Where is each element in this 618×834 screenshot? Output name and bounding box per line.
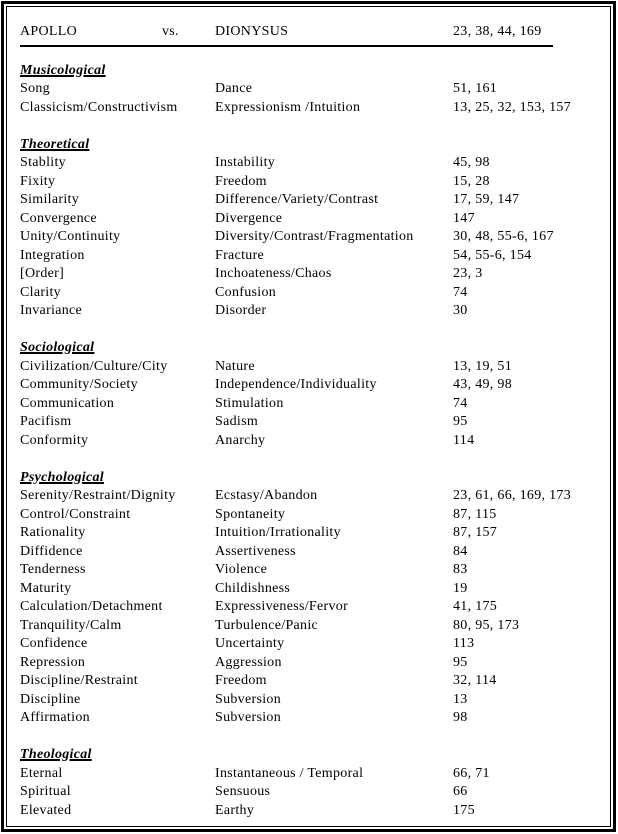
apollo-term: Serenity/Restraint/Dignity bbox=[20, 488, 176, 503]
table-row bbox=[20, 691, 600, 710]
section-title: Theoretical bbox=[20, 136, 90, 152]
page-refs: 175 bbox=[453, 802, 475, 818]
header-page-refs: 23, 38, 44, 169 bbox=[453, 24, 542, 39]
apollo-term: Discipline/Restraint bbox=[20, 673, 138, 688]
apollo-term: Classicism/Constructivism bbox=[20, 99, 178, 115]
section-musicological bbox=[20, 62, 600, 118]
apollo-term: Convergence bbox=[20, 210, 97, 226]
section-title: Sociological bbox=[20, 340, 95, 355]
dionysus-term: Intuition/Irrationality bbox=[215, 525, 341, 540]
apollo-term: [Order] bbox=[20, 266, 65, 281]
apollo-term: Confidence bbox=[20, 636, 88, 651]
page-refs: 32, 114 bbox=[453, 673, 497, 688]
page-refs: 66, 71 bbox=[453, 765, 490, 781]
dionysus-term: Freedom bbox=[215, 673, 267, 688]
dionysus-term: Instability bbox=[215, 155, 276, 170]
table-row bbox=[20, 284, 600, 303]
page-refs: 95 bbox=[453, 654, 468, 670]
page-refs: 87, 157 bbox=[453, 525, 498, 540]
dionysus-term: Freedom bbox=[215, 173, 267, 189]
document-content bbox=[7, 7, 610, 820]
page-refs: 98 bbox=[453, 710, 468, 725]
section-sociological bbox=[20, 339, 600, 450]
table-row bbox=[20, 783, 600, 802]
apollo-term: Integration bbox=[20, 247, 85, 263]
apollo-term: Rationality bbox=[20, 525, 86, 540]
table-row bbox=[20, 487, 600, 506]
page-refs: 74 bbox=[453, 395, 468, 411]
table-row bbox=[20, 672, 600, 691]
dionysus-term: Uncertainty bbox=[215, 636, 285, 651]
page-refs: 66 bbox=[453, 784, 468, 799]
dionysus-term: Ecstasy/Abandon bbox=[215, 488, 318, 503]
table-row bbox=[20, 173, 600, 192]
dionysus-term: Inchoateness/Chaos bbox=[215, 266, 332, 281]
table-row bbox=[20, 617, 600, 636]
table-row bbox=[20, 191, 600, 210]
dionysus-term: Earthy bbox=[215, 802, 255, 818]
section-title: Theological bbox=[20, 747, 92, 762]
section-theoretical bbox=[20, 136, 600, 321]
page-refs: 17, 59, 147 bbox=[453, 192, 520, 207]
dionysus-term: Expressionism /Intuition bbox=[215, 99, 361, 115]
dionysus-term: Subversion bbox=[215, 691, 281, 707]
apollo-term: Tenderness bbox=[20, 562, 86, 577]
document-outer-border bbox=[1, 1, 616, 832]
table-row bbox=[20, 302, 600, 321]
apollo-term: Tranquility/Calm bbox=[20, 617, 122, 633]
page-refs: 19 bbox=[453, 580, 468, 596]
table-row bbox=[20, 228, 600, 247]
page-refs: 30 bbox=[453, 303, 468, 318]
table-row bbox=[20, 413, 600, 432]
dionysus-term: Aggression bbox=[215, 654, 282, 670]
dionysus-term: Difference/Variety/Contrast bbox=[215, 192, 379, 207]
section-title: Musicological bbox=[20, 62, 106, 78]
table-row bbox=[20, 635, 600, 654]
table-row bbox=[20, 154, 600, 173]
apollo-term: Diffidence bbox=[20, 543, 83, 559]
page-refs: 83 bbox=[453, 562, 468, 577]
apollo-term: Invariance bbox=[20, 303, 83, 318]
section-theological bbox=[20, 746, 600, 820]
apollo-term: Conformity bbox=[20, 432, 89, 448]
dionysus-term: Childishness bbox=[215, 580, 291, 596]
table-row bbox=[20, 802, 600, 821]
table-row bbox=[20, 598, 600, 617]
apollo-term: Control/Constraint bbox=[20, 506, 131, 522]
dionysus-term: Sensuous bbox=[215, 784, 271, 799]
dionysus-term: Dance bbox=[215, 81, 253, 96]
table-row bbox=[20, 765, 600, 784]
table-row bbox=[20, 376, 600, 395]
table-row bbox=[20, 524, 600, 543]
apollo-term: Calculation/Detachment bbox=[20, 599, 163, 614]
apollo-term: Civilization/Culture/City bbox=[20, 358, 168, 374]
page-refs: 13 bbox=[453, 691, 468, 707]
dionysus-term: Fracture bbox=[215, 247, 265, 263]
dionysus-term: Independence/Individuality bbox=[215, 377, 377, 392]
page-refs: 23, 3 bbox=[453, 266, 483, 281]
apollo-term: Pacifism bbox=[20, 414, 72, 429]
page-refs: 74 bbox=[453, 284, 468, 300]
header-dionysus: DIONYSUS bbox=[215, 24, 289, 39]
apollo-term: Stablity bbox=[20, 155, 66, 170]
dionysus-term: Turbulence/Panic bbox=[215, 617, 319, 633]
apollo-term: Elevated bbox=[20, 802, 72, 818]
page-refs: 13, 19, 51 bbox=[453, 358, 512, 374]
apollo-term: Communication bbox=[20, 395, 115, 411]
table-row bbox=[20, 709, 600, 728]
dionysus-term: Anarchy bbox=[215, 432, 266, 448]
dionysus-term: Expressiveness/Fervor bbox=[215, 599, 349, 614]
table-row bbox=[20, 80, 600, 99]
page-refs: 95 bbox=[453, 414, 468, 429]
table-row bbox=[20, 358, 600, 377]
table-row bbox=[20, 395, 600, 414]
page-refs: 147 bbox=[453, 210, 475, 226]
table-row bbox=[20, 432, 600, 451]
page-refs: 13, 25, 32, 153, 157 bbox=[453, 99, 571, 115]
dionysus-term: Subversion bbox=[215, 710, 281, 725]
apollo-term: Repression bbox=[20, 654, 86, 670]
apollo-term: Fixity bbox=[20, 173, 56, 189]
page-refs: 54, 55-6, 154 bbox=[453, 247, 532, 263]
header-apollo: APOLLO bbox=[20, 24, 78, 39]
table-row bbox=[20, 210, 600, 229]
page-refs: 43, 49, 98 bbox=[453, 377, 512, 392]
apollo-term: Eternal bbox=[20, 765, 63, 781]
section-psychological bbox=[20, 469, 600, 728]
page-refs: 51, 161 bbox=[453, 81, 498, 96]
dionysus-term: Violence bbox=[215, 562, 268, 577]
table-row bbox=[20, 543, 600, 562]
page-refs: 113 bbox=[453, 636, 475, 651]
page-refs: 41, 175 bbox=[453, 599, 498, 614]
apollo-term: Discipline bbox=[20, 691, 81, 707]
document-inner-border bbox=[6, 6, 611, 827]
table-header-row bbox=[20, 23, 553, 47]
dionysus-term: Disorder bbox=[215, 303, 267, 318]
apollo-term: Similarity bbox=[20, 192, 79, 207]
apollo-term: Community/Society bbox=[20, 377, 138, 392]
dionysus-term: Assertiveness bbox=[215, 543, 296, 559]
table-row bbox=[20, 654, 600, 673]
dionysus-term: Instantaneous / Temporal bbox=[215, 765, 364, 781]
dionysus-term: Spontaneity bbox=[215, 506, 286, 522]
table-row bbox=[20, 580, 600, 599]
dionysus-term: Nature bbox=[215, 358, 255, 374]
page-refs: 45, 98 bbox=[453, 155, 490, 170]
apollo-term: Spiritual bbox=[20, 784, 71, 799]
page-refs: 80, 95, 173 bbox=[453, 617, 520, 633]
apollo-term: Unity/Continuity bbox=[20, 229, 121, 244]
dionysus-term: Diversity/Contrast/Fragmentation bbox=[215, 229, 414, 244]
table-row bbox=[20, 265, 600, 284]
dionysus-term: Confusion bbox=[215, 284, 277, 300]
apollo-term: Song bbox=[20, 81, 50, 96]
table-row bbox=[20, 99, 600, 118]
dionysus-term: Stimulation bbox=[215, 395, 284, 411]
apollo-term: Clarity bbox=[20, 284, 61, 300]
table-row bbox=[20, 247, 600, 266]
section-title: Psychological bbox=[20, 469, 104, 485]
dionysus-term: Sadism bbox=[215, 414, 259, 429]
page-refs: 87, 115 bbox=[453, 506, 497, 522]
dionysus-term: Divergence bbox=[215, 210, 283, 226]
page-refs: 15, 28 bbox=[453, 173, 490, 189]
table-row bbox=[20, 561, 600, 580]
page-refs: 23, 61, 66, 169, 173 bbox=[453, 488, 571, 503]
page-refs: 30, 48, 55-6, 167 bbox=[453, 229, 554, 244]
header-vs-label: vs. bbox=[162, 24, 179, 39]
page-refs: 114 bbox=[453, 432, 475, 448]
page-refs: 84 bbox=[453, 543, 468, 559]
apollo-term: Affirmation bbox=[20, 710, 90, 725]
table-row bbox=[20, 506, 600, 525]
apollo-term: Maturity bbox=[20, 580, 72, 596]
